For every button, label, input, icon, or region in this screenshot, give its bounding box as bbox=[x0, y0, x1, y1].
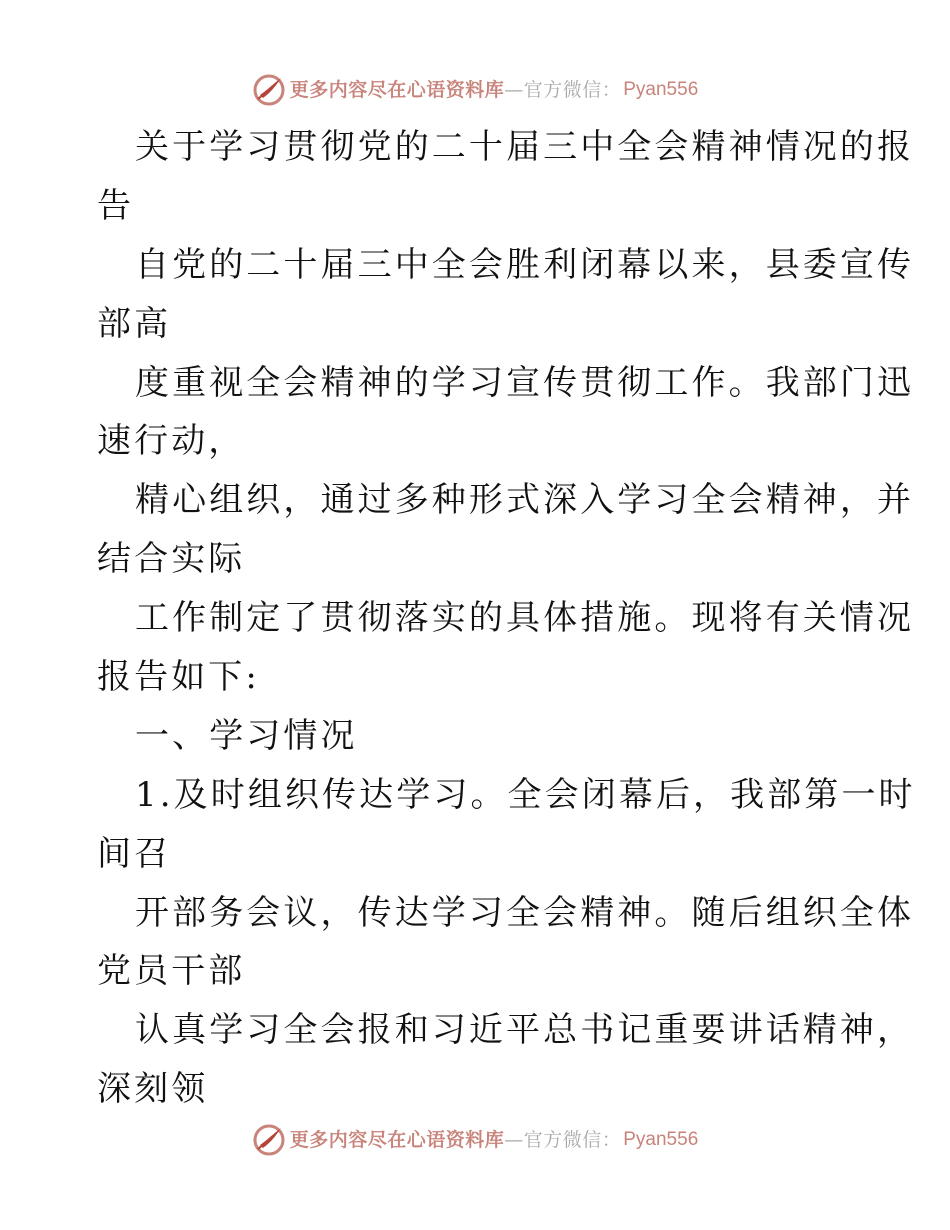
text-line: 自党的二十届三中全会胜利闭幕以来，县委宣传 bbox=[135, 244, 915, 285]
quill-logo-icon bbox=[252, 73, 286, 107]
text-line: 开部务会议，传达学习全会精神。随后组织全体 bbox=[135, 892, 915, 933]
text-line: 1.及时组织传达学习。全会闭幕后，我部第一时 bbox=[135, 774, 916, 815]
text-line: 深刻领 bbox=[97, 1069, 209, 1110]
header-watermark bbox=[0, 70, 950, 110]
document-body bbox=[97, 118, 916, 1119]
text-line: 报告如下: bbox=[97, 657, 260, 698]
footer-watermark bbox=[0, 1120, 950, 1160]
text-line: 速行动， bbox=[97, 421, 246, 462]
watermark-title: 更多内容尽在心语资料库 bbox=[289, 1129, 505, 1151]
quill-logo-icon bbox=[252, 1123, 286, 1157]
watermark-label: —官方微信： bbox=[504, 79, 622, 101]
text-line: 关于学习贯彻党的二十届三中全会精神情况的报 bbox=[135, 127, 915, 167]
watermark-wechat-id: Pyan556 bbox=[623, 1129, 699, 1150]
text-line: 部高 bbox=[97, 303, 172, 344]
text-line: 告 bbox=[97, 185, 135, 226]
text-line: 认真学习全会报和习近平总书记重要讲话精神， bbox=[135, 1010, 915, 1051]
text-line: 结合实际 bbox=[97, 539, 246, 580]
watermark-label: —官方微信： bbox=[504, 1129, 622, 1151]
watermark-title: 更多内容尽在心语资料库 bbox=[289, 79, 505, 101]
text-line: 间召 bbox=[97, 833, 172, 874]
watermark-wechat-id: Pyan556 bbox=[623, 79, 699, 100]
text-line: 一、学习情况 bbox=[135, 715, 358, 756]
text-line: 度重视全会精神的学习宣传贯彻工作。我部门迅 bbox=[135, 362, 915, 403]
text-line: 工作制定了贯彻落实的具体措施。现将有关情况 bbox=[135, 598, 915, 639]
text-line: 精心组织，通过多种形式深入学习全会精神，并 bbox=[135, 480, 915, 521]
text-line: 党员干部 bbox=[97, 951, 246, 992]
